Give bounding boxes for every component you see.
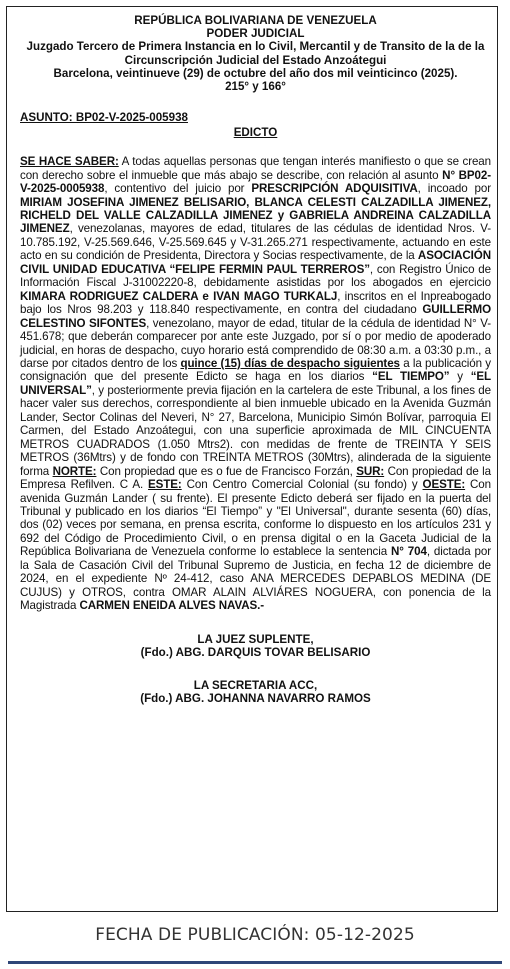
body-text-segment: A todas aquellas personas que tengan interés manifiesto o que se crean con derecho sobre el inmueble que más abajo se describe, con relación al asunto	[20, 155, 491, 182]
body-intro-label: SE HACE SABER:	[20, 155, 119, 169]
body-plaintiffs: MIRIAM JOSEFINA JIMENEZ BELISARIO, BLANCA CELESTI CALZADILLA JIMENEZ, RICHELD DEL VALLE CALZADILLA JIMENEZ y GABRIELA ANDREINA CALZADILLA JIMENEZ	[20, 195, 491, 236]
body-magistrate: CARMEN ENEIDA ALVES NAVAS	[79, 599, 258, 613]
body-case-type: PRESCRIPCIÓN ADQUISITIVA	[251, 182, 418, 196]
body-newspaper-2: “EL UNIVERSAL”	[20, 370, 492, 397]
header-court: Juzgado Tercero de Primera Instancia en lo Civil, Mercantil y de Transito de la de la Circunscripción Judicial del Estado Anzoátegui	[26, 40, 485, 67]
body-text-segment: , contentivo del juicio por	[104, 182, 252, 196]
body-text-segment: , y posteriormente previa fijación en la cartelera de este Tribunal, a los fines de hacer valer sus derechos, correspondiente al bien inmueble ubicado en la Avenida Guzmán Lander, Sector Colinas del Neveri, N° 27, Barcelona, Municipio Simón Bolívar, parroquia El Carmen, del Estado Anzoátegui, con una superficie aproximada de MIL CINCUENTA METROS CUADRADOS (1.050 Mtrs2). con medidas de frente de TREINTA Y SEIS METROS (36Mtrs) y de fondo con TREINTA METROS (30Mtrs), alinderada de la siguiente forma	[20, 383, 491, 478]
body-closing: .-	[257, 599, 265, 613]
body-case-ref: N° BP02-V-2025-0005938	[20, 168, 491, 196]
body-text-segment: , venezolanas, mayores de edad, titulares de las cédulas de identidad Nros. V-10.785.192, V-25.569.646, V-25.569.645 y V-31.265.271 respectivamente, actuando en este acto en su condición de Presidenta, Directora y Socias respectivamente, de la	[20, 222, 491, 263]
body-text-segment: Con propiedad de la Empresa Refilven. C A.	[20, 464, 491, 492]
secretary-title: LA SECRETARIA ACC,	[193, 679, 318, 693]
header-date: Barcelona, veintinueve (29) de octubre del año dos mil veinticinco (2025).	[53, 66, 458, 80]
judge-name: (Fdo.) ABG. DARQUIS TOVAR BELISARIO	[140, 645, 371, 659]
header-country: REPÚBLICA BOLIVARIANA DE VENEZUELA	[134, 14, 377, 27]
body-text-segment: , incoado por	[417, 182, 491, 196]
body-sentence-ref: N° 704	[391, 545, 427, 559]
body-text-segment: , con Registro Único de Información Fiscal J-31002220-8, debidamente asistidas por los abogados en ejercicio	[20, 262, 491, 290]
case-number: ASUNTO: BP02-V-2025-005938	[20, 111, 188, 125]
judge-title: LA JUEZ SUPLENTE,	[197, 632, 314, 646]
court-header	[20, 14, 491, 93]
body-text-segment: , venezolano, mayor de edad, titular de la cédula de identidad N° V-451.678; que deberán comparecer por ante este Juzgado, por sí o por medio de apoderado judicial, en horas de despacho, cuyo horario está comprendido de 08:30 a.m. a 03:30 p.m., a darse por citados dentro de los	[20, 316, 491, 371]
body-text-segment: a la publicación y consignación que del presente Edicto se haga en los diarios	[20, 357, 491, 384]
body-boundary-east: ESTE:	[148, 478, 182, 492]
body-defendant: GUILLERMO CELESTINO SIFONTES	[20, 303, 491, 330]
publication-date: FECHA DE PUBLICACIÓN: 05-12-2025	[95, 925, 415, 945]
notice-body	[20, 155, 491, 612]
body-text-segment: y	[449, 370, 471, 384]
body-association: ASOCIACIÓN CIVIL UNIDAD EDUCATIVA “FELIPE FERMIN PAUL TERREROS”	[20, 249, 491, 276]
body-text-segment: , inscritos en el Inpreabogado bajo los Nros 98.203 y 118.840 respectivamente, en contra del ciudadano	[20, 289, 491, 317]
header-power: PODER JUDICIAL	[206, 27, 305, 41]
body-boundary-north: NORTE:	[52, 464, 97, 478]
secretary-name: (Fdo.) ABG. JOHANNA NAVARRO RAMOS	[140, 692, 371, 706]
body-newspaper-1: “EL TIEMPO”	[372, 370, 450, 384]
body-deadline: quince (15) días de despacho siguientes	[180, 357, 400, 371]
notice-title: EDICTO	[233, 126, 278, 140]
body-boundary-south: SUR:	[356, 464, 385, 478]
body-lawyers: KIMARA RODRIGUEZ CALDERA e IVAN MAGO TURKALJ	[20, 289, 338, 303]
footer-divider	[8, 961, 502, 964]
body-boundary-west: OESTE:	[422, 478, 466, 492]
body-text-segment: Con Centro Comercial Colonial (su fondo) y	[181, 478, 423, 492]
body-text-segment: Con avenida Guzmán Lander ( su frente). El presente Edicto deberá ser fijado en la puerta del Tribunal y publicado en los diarios “El Tiempo” y "El Universal", durante sesenta (60) días, dos (02) veces por semana, en prensa escrita, conforme lo dispuesto en los artículos 231 y 692 del Código de Procedimiento Civil, o en prensa digital o en la Gaceta Judicial de la República Bolivariana de Venezuela conforme lo establece la sentencia	[20, 478, 491, 559]
header-years: 215° y 166°	[225, 80, 286, 94]
body-text-segment: Con propiedad que es o fue de Francisco Forzán,	[96, 464, 357, 478]
body-text-segment: , dictada por la Sala de Casación Civil del Tribunal Supremo de Justicia, en fecha 12 de diciembre de 2024, en el expediente Nº 24-412, caso ANA MERCEDES DEPABLOS MEDINA (DE CUJUS) y OTROS, contra OMAR ALAIN ALVIÁRES NOGUERA, con ponencia de la Magistrada	[20, 545, 492, 613]
secretary-signature	[20, 679, 491, 705]
notice-content	[20, 14, 491, 705]
judge-signature	[20, 633, 491, 659]
